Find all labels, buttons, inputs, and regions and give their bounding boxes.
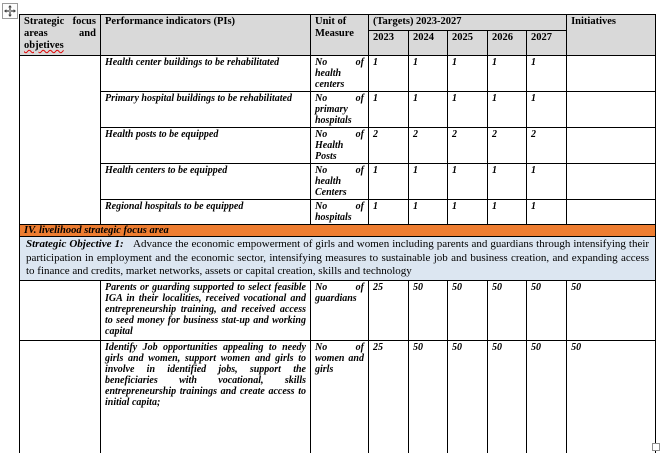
target-2025-cell[interactable]: 50 <box>448 280 488 340</box>
header-strategic-focus[interactable] <box>20 15 101 56</box>
target-2026-cell[interactable]: 2 <box>488 128 527 164</box>
strategic-focus-cell-empty[interactable] <box>20 340 101 453</box>
target-2025-cell[interactable]: 1 <box>448 92 488 128</box>
header-year-2023[interactable]: 2023 <box>369 31 409 56</box>
pi-cell[interactable]: Health centers to be equipped <box>101 164 311 200</box>
unit-cell[interactable]: No of primary hospitals <box>311 92 369 128</box>
header-year-2024[interactable]: 2024 <box>409 31 448 56</box>
target-2025-cell[interactable]: 1 <box>448 164 488 200</box>
target-2024-cell[interactable]: 50 <box>409 340 448 453</box>
initiatives-cell[interactable] <box>567 164 656 200</box>
target-2023-cell[interactable]: 25 <box>369 340 409 453</box>
initiatives-cell[interactable] <box>567 128 656 164</box>
unit-cell[interactable]: No of health centers <box>311 56 369 92</box>
section-band-label[interactable]: IV. livelihood strategic focus area <box>20 225 656 237</box>
four-way-arrow-icon <box>4 5 16 17</box>
target-2027-cell[interactable]: 1 <box>527 200 567 225</box>
target-2024-cell[interactable]: 2 <box>409 128 448 164</box>
initiatives-cell[interactable] <box>567 92 656 128</box>
target-2024-cell[interactable]: 1 <box>409 56 448 92</box>
target-2024-cell[interactable]: 1 <box>409 200 448 225</box>
table-row <box>20 200 656 225</box>
target-2026-cell[interactable]: 50 <box>488 340 527 453</box>
objective-text: Advance the economic empowerment of girls and women including parents and guardians through intensifying their participation in employment and the economic sector, intensifying measures to sustainable job and business creation, and expanding access to finance and credits, market networks, assets or capital creation, skills and technology <box>26 238 650 277</box>
table-row <box>20 56 656 92</box>
header-year-2025[interactable]: 2025 <box>448 31 488 56</box>
pi-cell[interactable]: Regional hospitals to be equipped <box>101 200 311 225</box>
objective-lead: Strategic Objective 1: <box>26 238 124 250</box>
target-2023-cell[interactable]: 1 <box>369 56 409 92</box>
initiatives-cell[interactable]: 50 <box>567 280 656 340</box>
header-strategic-focus-text: Strategic focus areas and <box>24 16 96 39</box>
pi-cell[interactable]: Identify Job opportunities appealing to needy girls and women, support women and girls to involve in identified jobs, support the beneficiaries with vocational, skills entrepreneurship trainings and create access to initial capita; <box>101 340 311 453</box>
target-2026-cell[interactable]: 1 <box>488 200 527 225</box>
table-row <box>20 164 656 200</box>
section-band-row <box>20 225 656 237</box>
header-year-2027[interactable]: 2027 <box>527 31 567 56</box>
table-resize-handle[interactable] <box>652 443 660 451</box>
table-row <box>20 128 656 164</box>
objective-band-row <box>20 237 656 281</box>
strategic-focus-cell-empty[interactable] <box>20 280 101 340</box>
unit-cell[interactable]: No of health Centers <box>311 164 369 200</box>
strategic-focus-cell-empty[interactable] <box>20 56 101 225</box>
target-2024-cell[interactable]: 50 <box>409 280 448 340</box>
objective-band-cell[interactable] <box>20 237 656 281</box>
target-2025-cell[interactable]: 1 <box>448 200 488 225</box>
target-2025-cell[interactable]: 1 <box>448 56 488 92</box>
target-2023-cell[interactable]: 1 <box>369 92 409 128</box>
target-2025-cell[interactable]: 2 <box>448 128 488 164</box>
strategic-plan-table <box>19 14 656 453</box>
target-2026-cell[interactable]: 1 <box>488 92 527 128</box>
pi-cell[interactable]: Health posts to be equipped <box>101 128 311 164</box>
pi-cell[interactable]: Health center buildings to be rehabilitated <box>101 56 311 92</box>
misspelled-word: objetives <box>24 40 64 51</box>
header-targets[interactable]: (Targets) 2023-2027 <box>369 15 567 31</box>
target-2025-cell[interactable]: 50 <box>448 340 488 453</box>
target-2023-cell[interactable]: 25 <box>369 280 409 340</box>
target-2027-cell[interactable]: 50 <box>527 340 567 453</box>
table-row <box>20 340 656 453</box>
target-2027-cell[interactable]: 1 <box>527 92 567 128</box>
unit-cell[interactable]: No of Health Posts <box>311 128 369 164</box>
target-2027-cell[interactable]: 1 <box>527 56 567 92</box>
target-2026-cell[interactable]: 50 <box>488 280 527 340</box>
pi-cell[interactable]: Primary hospital buildings to be rehabilitated <box>101 92 311 128</box>
initiatives-cell[interactable] <box>567 200 656 225</box>
target-2026-cell[interactable]: 1 <box>488 56 527 92</box>
initiatives-cell[interactable] <box>567 56 656 92</box>
target-2027-cell[interactable]: 50 <box>527 280 567 340</box>
header-performance-indicators[interactable]: Performance indicators (PIs) <box>101 15 311 56</box>
target-2027-cell[interactable]: 2 <box>527 128 567 164</box>
target-2023-cell[interactable]: 1 <box>369 164 409 200</box>
table-row <box>20 92 656 128</box>
header-initiatives[interactable]: Initiatives <box>567 15 656 56</box>
target-2023-cell[interactable]: 2 <box>369 128 409 164</box>
target-2023-cell[interactable]: 1 <box>369 200 409 225</box>
table-row <box>20 280 656 340</box>
initiatives-cell[interactable]: 50 <box>567 340 656 453</box>
table-move-handle[interactable] <box>2 3 18 19</box>
unit-cell[interactable]: No of guardians <box>311 280 369 340</box>
target-2024-cell[interactable]: 1 <box>409 164 448 200</box>
header-year-2026[interactable]: 2026 <box>488 31 527 56</box>
unit-cell[interactable]: No of women and girls <box>311 340 369 453</box>
pi-cell[interactable]: Parents or guarding supported to select feasible IGA in their localities, received vocational and entrepreneurship training, and received access to seed money for business stat-up and working capital <box>101 280 311 340</box>
target-2026-cell[interactable]: 1 <box>488 164 527 200</box>
target-2027-cell[interactable]: 1 <box>527 164 567 200</box>
unit-cell[interactable]: No of hospitals <box>311 200 369 225</box>
target-2024-cell[interactable]: 1 <box>409 92 448 128</box>
header-unit-of-measure[interactable]: Unit of Measure <box>311 15 369 56</box>
